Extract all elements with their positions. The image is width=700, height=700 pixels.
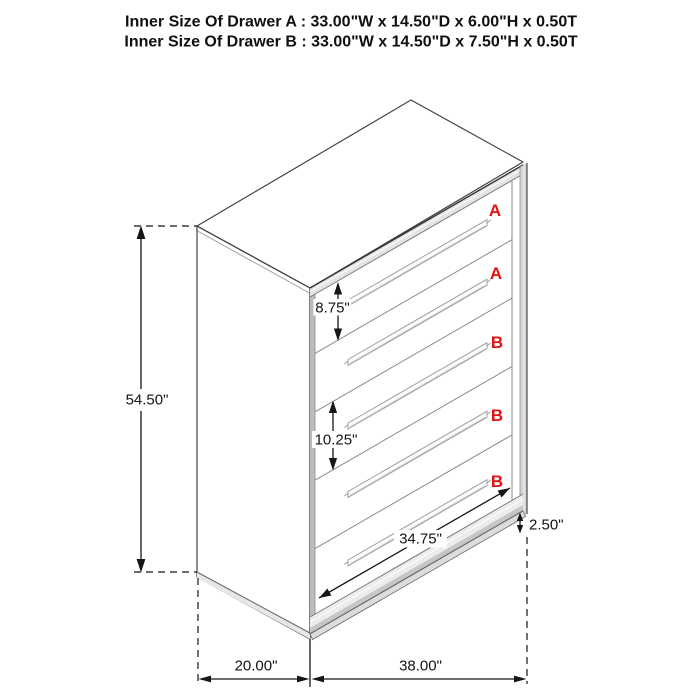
dimension-depth-and-width [198, 537, 527, 687]
drawer-b-height-label: 10.25" [314, 431, 358, 449]
drawer-divider [315, 367, 512, 481]
chest-drawing [197, 100, 527, 640]
drawer-handle [345, 480, 491, 566]
drawer-handle [345, 411, 491, 497]
plinth-highlight [310, 499, 523, 622]
plinth-top-line [310, 494, 523, 617]
drawer-divider [315, 240, 512, 354]
overall-width-label: 38.00" [399, 657, 442, 675]
drawer-handles [345, 220, 491, 566]
side-base-line [197, 572, 310, 633]
dimension-drawer-b-height [312, 401, 360, 471]
front-left-stile [310, 285, 315, 617]
drawer-label-b2: B [490, 406, 504, 425]
dimension-overall-height [122, 226, 197, 573]
side-base-band [197, 572, 310, 639]
overall-depth-label: 20.00" [234, 657, 278, 675]
base-height-label: 2.50" [529, 516, 564, 534]
drawer-label-b1: B [490, 333, 504, 352]
drawer-label-a1: A [488, 201, 502, 220]
drawer-label-a2: A [489, 264, 503, 283]
right-edge-band [520, 163, 527, 519]
side-face [197, 226, 310, 639]
drawer-a-height-label: 8.75" [315, 299, 350, 317]
title-line-1: Inner Size Of Drawer A : 33.00"W x 14.50"D x 6.00"H x 0.50T [125, 13, 577, 31]
dimension-opening-width [319, 488, 510, 598]
plinth [310, 494, 526, 640]
side-top-lip-line [198, 231, 310, 293]
opening-width-label: 34.75" [399, 530, 442, 548]
overall-height-label: 54.50" [125, 391, 169, 409]
drawer-label-b3: B [490, 472, 504, 491]
drawer-handle [345, 343, 491, 429]
title-line-2: Inner Size Of Drawer B : 33.00"W x 14.50"D x 7.50"H x 0.50T [124, 33, 578, 51]
